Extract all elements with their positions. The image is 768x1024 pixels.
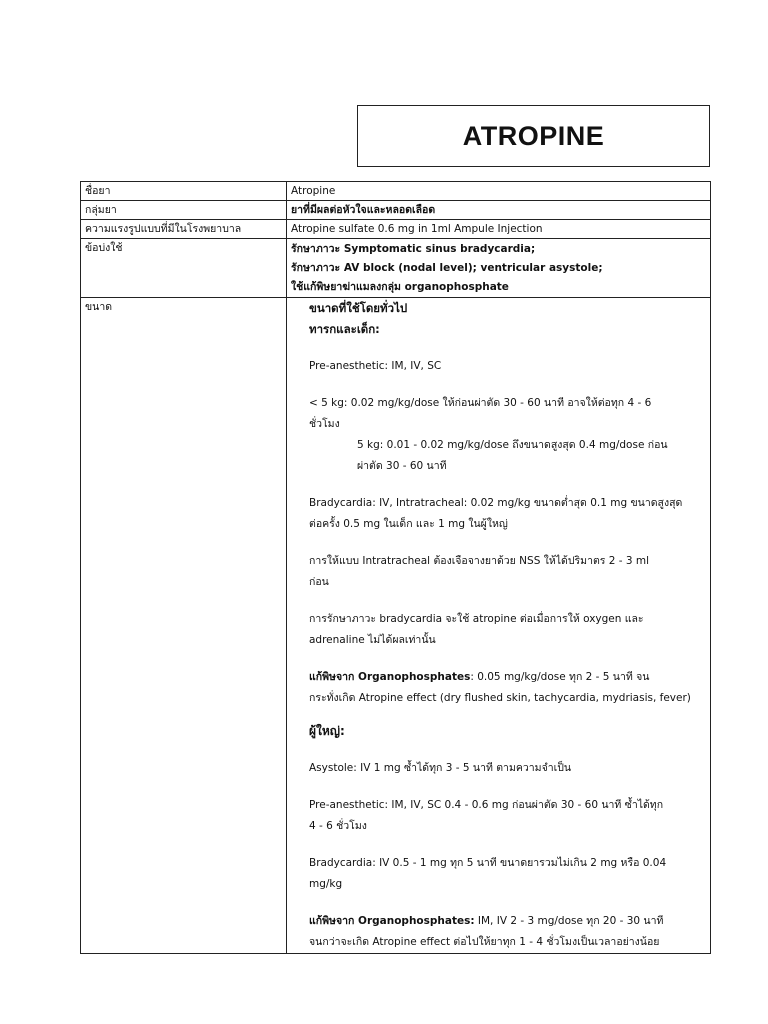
table-row: [81, 220, 711, 239]
organophosphate-adult: [309, 911, 702, 932]
over-5kg-dose-cont: ผ่าตัด 30 - 60 นาที: [357, 460, 447, 472]
under-5kg-dose-cont: ชั่วโมง: [309, 418, 340, 430]
bradycardia-adult: Bradycardia: IV 0.5 - 1 mg ทุก 5 นาที ขนาดยารวมไม่เกิน 2 mg หรือ 0.04: [309, 857, 667, 869]
bradycardia-note: การรักษาภาวะ bradycardia จะใช้ atropine ต่อเมื่อการให้ oxygen และ: [309, 613, 644, 625]
document-title: ATROPINE: [462, 120, 605, 151]
row-value-group: ยาที่มีผลต่อหัวใจและหลอดเลือด: [287, 201, 711, 220]
bradycardia-child-cont: ต่อครั้ง 0.5 mg ในเด็ก และ 1 mg ในผู้ใหญ่: [309, 518, 508, 530]
table-row: [81, 201, 711, 220]
title-box: [357, 105, 710, 167]
organophosphate-adult-dose: IM, IV 2 - 3 mg/dose ทุก 20 - 30 นาที: [474, 915, 664, 927]
row-label-name: ชื่อยา: [81, 182, 287, 201]
bradycardia-adult-cont: mg/kg: [309, 878, 343, 890]
under-5kg-dose: < 5 kg: 0.02 mg/kg/dose ให้ก่อนผ่าตัด 30 - 60 นาที อาจให้ต่อทุก 4 - 6: [309, 397, 652, 409]
table-row: [81, 298, 711, 954]
asystole-dose: Asystole: IV 1 mg ซ้ำได้ทุก 3 - 5 นาที ตามความจำเป็น: [309, 762, 572, 774]
table-row: [81, 239, 711, 298]
indication-line: ใช้แก้พิษยาฆ่าแมลงกลุ่ม organophosphate: [291, 281, 509, 293]
organophosphate-adult-cont: จนกว่าจะเกิด Atropine effect ต่อไปให้ยาทุก 1 - 4 ชั่วโมงเป็นเวลาอย่างน้อย: [309, 936, 660, 948]
row-label-indication: ข้อบ่งใช้: [81, 239, 287, 298]
intratracheal-note-cont: ก่อน: [309, 576, 329, 588]
organophosphate-child-cont: กระทั่งเกิด Atropine effect (dry flushed skin, tachycardia, mydriasis, fever): [309, 692, 691, 704]
row-value-strength: Atropine sulfate 0.6 mg in 1ml Ampule Injection: [287, 220, 711, 239]
pre-anesthetic-adult-cont: 4 - 6 ชั่วโมง: [309, 820, 367, 832]
organophosphate-child-dose: : 0.05 mg/kg/dose ทุก 2 - 5 นาที จน: [470, 671, 650, 683]
row-label-dose: ขนาด: [81, 298, 287, 954]
row-label-strength: ความแรงรูปแบบที่มีในโรงพยาบาล: [81, 220, 287, 239]
pre-anesthetic-adult: Pre-anesthetic: IM, IV, SC 0.4 - 0.6 mg ก่อนผ่าตัด 30 - 60 นาที ซ้ำได้ทุก: [309, 799, 664, 811]
row-value-dose: [287, 298, 711, 954]
table-row: [81, 182, 711, 201]
dose-heading: ขนาดที่ใช้โดยทั่วไป: [309, 301, 408, 315]
row-label-group: กลุ่มยา: [81, 201, 287, 220]
intratracheal-note: การให้แบบ Intratracheal ต้องเจือจางยาด้วย NSS ให้ได้ปริมาตร 2 - 3 ml: [309, 555, 650, 567]
indication-line: รักษาภาวะ Symptomatic sinus bradycardia;: [291, 243, 536, 255]
row-value-name: Atropine: [287, 182, 711, 201]
row-value-indication: [287, 239, 711, 298]
bradycardia-child: Bradycardia: IV, Intratracheal: 0.02 mg/kg ขนาดต่ำสุด 0.1 mg ขนาดสูงสุด: [309, 497, 683, 509]
bradycardia-note-cont: adrenaline ไม่ได้ผลเท่านั้น: [309, 634, 436, 646]
over-5kg-dose: 5 kg: 0.01 - 0.02 mg/kg/dose ถึงขนาดสูงสุด 0.4 mg/dose ก่อน: [357, 439, 668, 451]
pre-anesthetic-child: Pre-anesthetic: IM, IV, SC: [309, 360, 442, 372]
organophosphate-child-label: แก้พิษจาก Organophosphates: [309, 671, 471, 683]
indication-line: รักษาภาวะ AV block (nodal level); ventricular asystole;: [291, 262, 603, 274]
organophosphate-adult-label: แก้พิษจาก Organophosphates:: [309, 915, 475, 927]
organophosphate-child: [309, 667, 702, 688]
child-heading: ทารกและเด็ก:: [309, 322, 380, 336]
drug-info-table: [80, 181, 711, 954]
adult-heading: ผู้ใหญ่:: [309, 724, 345, 738]
